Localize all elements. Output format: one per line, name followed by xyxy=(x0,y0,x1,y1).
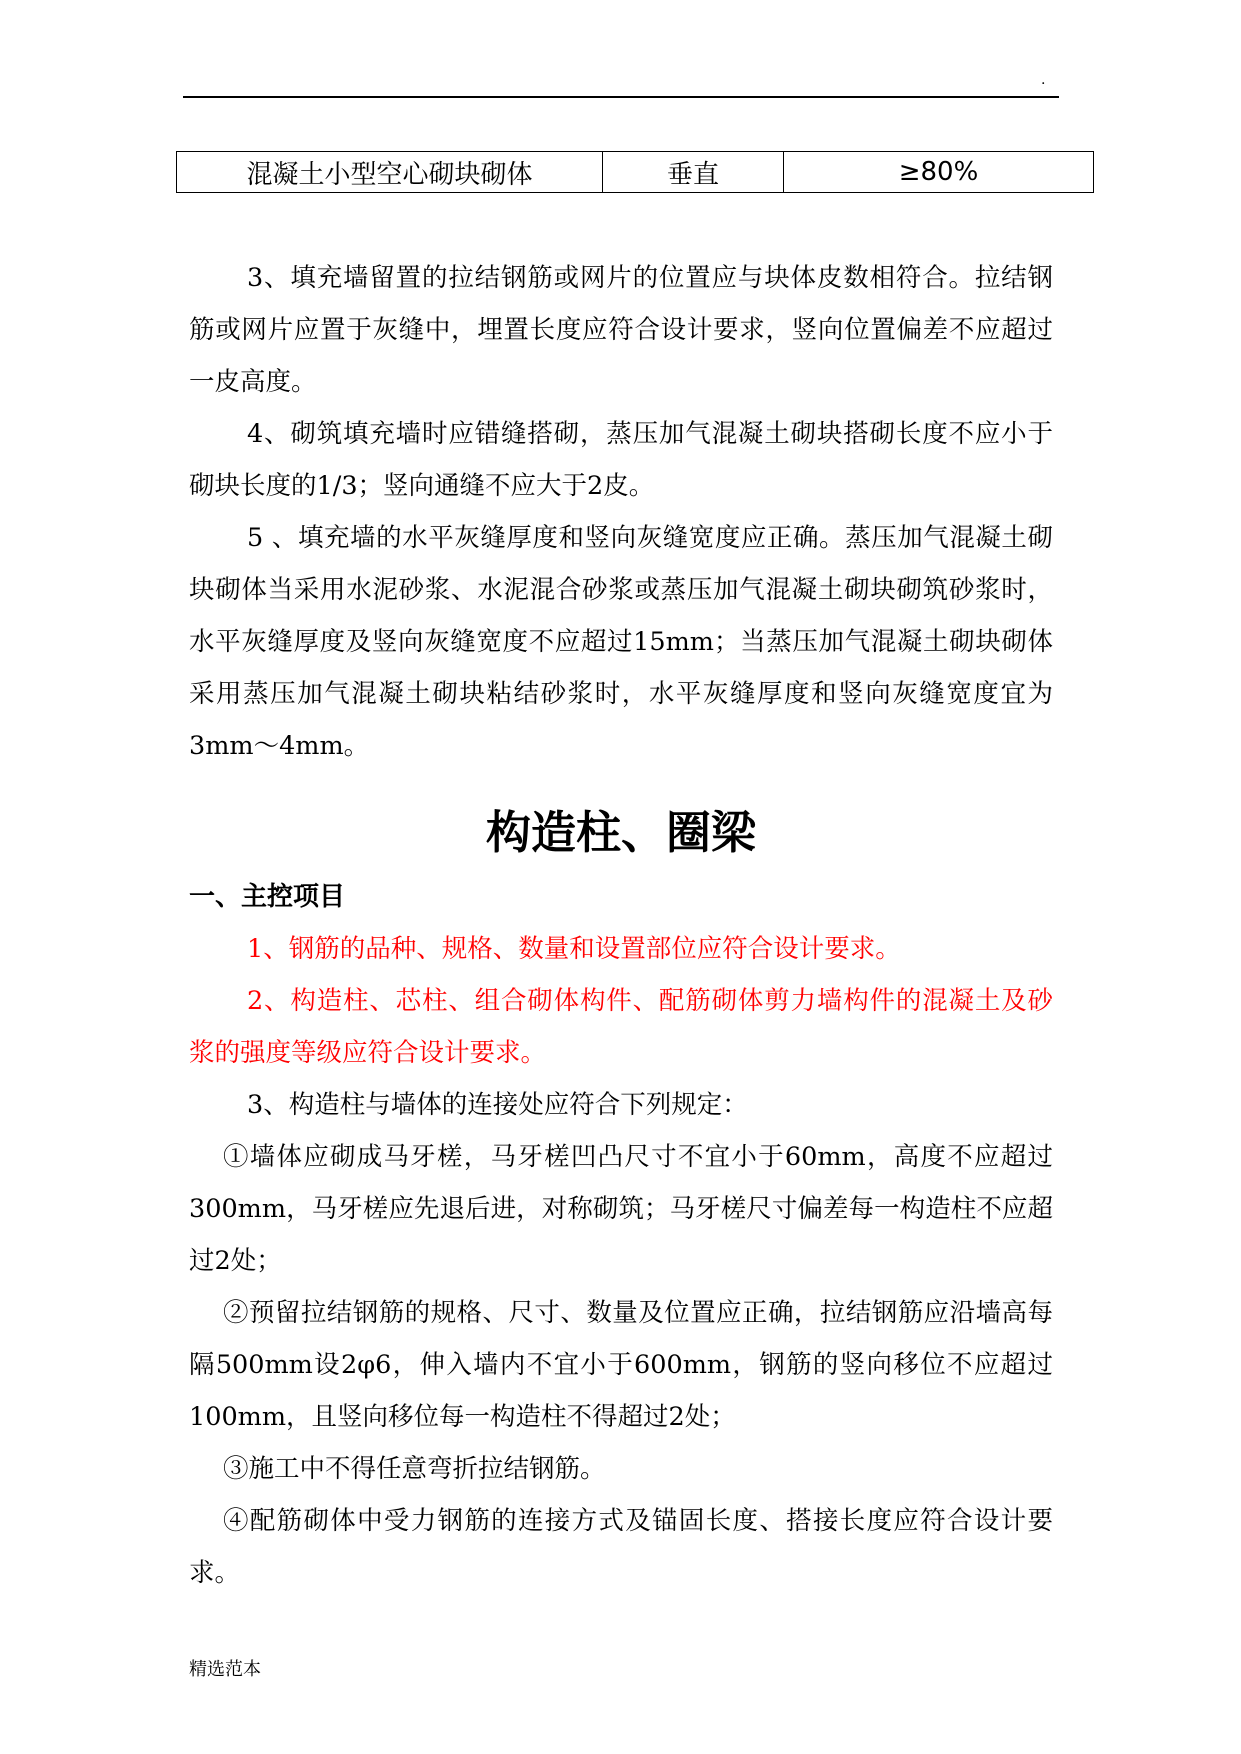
item-3: 3、构造柱与墙体的连接处应符合下列规定： xyxy=(247,1090,748,1120)
item-2: 2、构造柱、芯柱、组合砌体构件、配筋砌体剪力墙构件的混凝土及砂浆的强度等级应符合设计要求。 xyxy=(189,986,1053,1068)
cell-direction: 垂直 xyxy=(603,152,784,193)
table-row xyxy=(177,152,1094,193)
item-1: 1、钢筋的品种、规格、数量和设置部位应符合设计要求。 xyxy=(247,934,901,964)
subsection-heading: 一、主控项目 xyxy=(189,882,346,912)
paragraph-4: 4、砌筑填充墙时应错缝搭砌，蒸压加气混凝土砌块搭砌长度不应小于砌块长度的1/3；竖向通缝不应大于2皮。 xyxy=(189,419,1053,501)
header-rule xyxy=(183,96,1059,98)
header-mark: . xyxy=(1041,72,1046,88)
section-title: 构造柱、圈梁 xyxy=(485,806,756,859)
clause-3: ③施工中不得任意弯折拉结钢筋。 xyxy=(223,1454,606,1484)
mortar-fill-table xyxy=(176,151,1094,193)
clause-2: ②预留拉结钢筋的规格、尺寸、数量及位置应正确，拉结钢筋应沿墙高每隔500mm设2φ6，伸入墙内不宜小于600mm，钢筋的竖向移位不应超过100mm，且竖向移位每一构造柱不得超过2处； xyxy=(189,1298,1053,1432)
cell-fill-ratio: ≥80% xyxy=(784,152,1094,193)
paragraph-3: 3、填充墙留置的拉结钢筋或网片的位置应与块体皮数相符合。拉结钢筋或网片应置于灰缝中，埋置长度应符合设计要求，竖向位置偏差不应超过一皮高度。 xyxy=(189,263,1053,397)
clause-1: ①墙体应砌成马牙槎，马牙槎凹凸尺寸不宜小于60mm，高度不应超过300mm，马牙槎应先退后进，对称砌筑；马牙槎尺寸偏差每一构造柱不应超过2处； xyxy=(189,1142,1053,1276)
footer-text: 精选范本 xyxy=(189,1659,261,1680)
clause-4: ④配筋砌体中受力钢筋的连接方式及锚固长度、搭接长度应符合设计要求。 xyxy=(189,1506,1053,1588)
paragraph-5: 5 、填充墙的水平灰缝厚度和竖向灰缝宽度应正确。蒸压加气混凝土砌块砌体当采用水泥砂浆、水泥混合砂浆或蒸压加气混凝土砌块砌筑砂浆时，水平灰缝厚度及竖向灰缝宽度不应超过15mm；当蒸压加气混凝土砌块砌体采用蒸压加气混凝土砌块粘结砂浆时，水平灰缝厚度和竖向灰缝宽度宜为3mm～4mm。 xyxy=(189,523,1053,761)
document-body xyxy=(189,252,1053,1599)
cell-masonry-type: 混凝土小型空心砌块砌体 xyxy=(177,152,603,193)
